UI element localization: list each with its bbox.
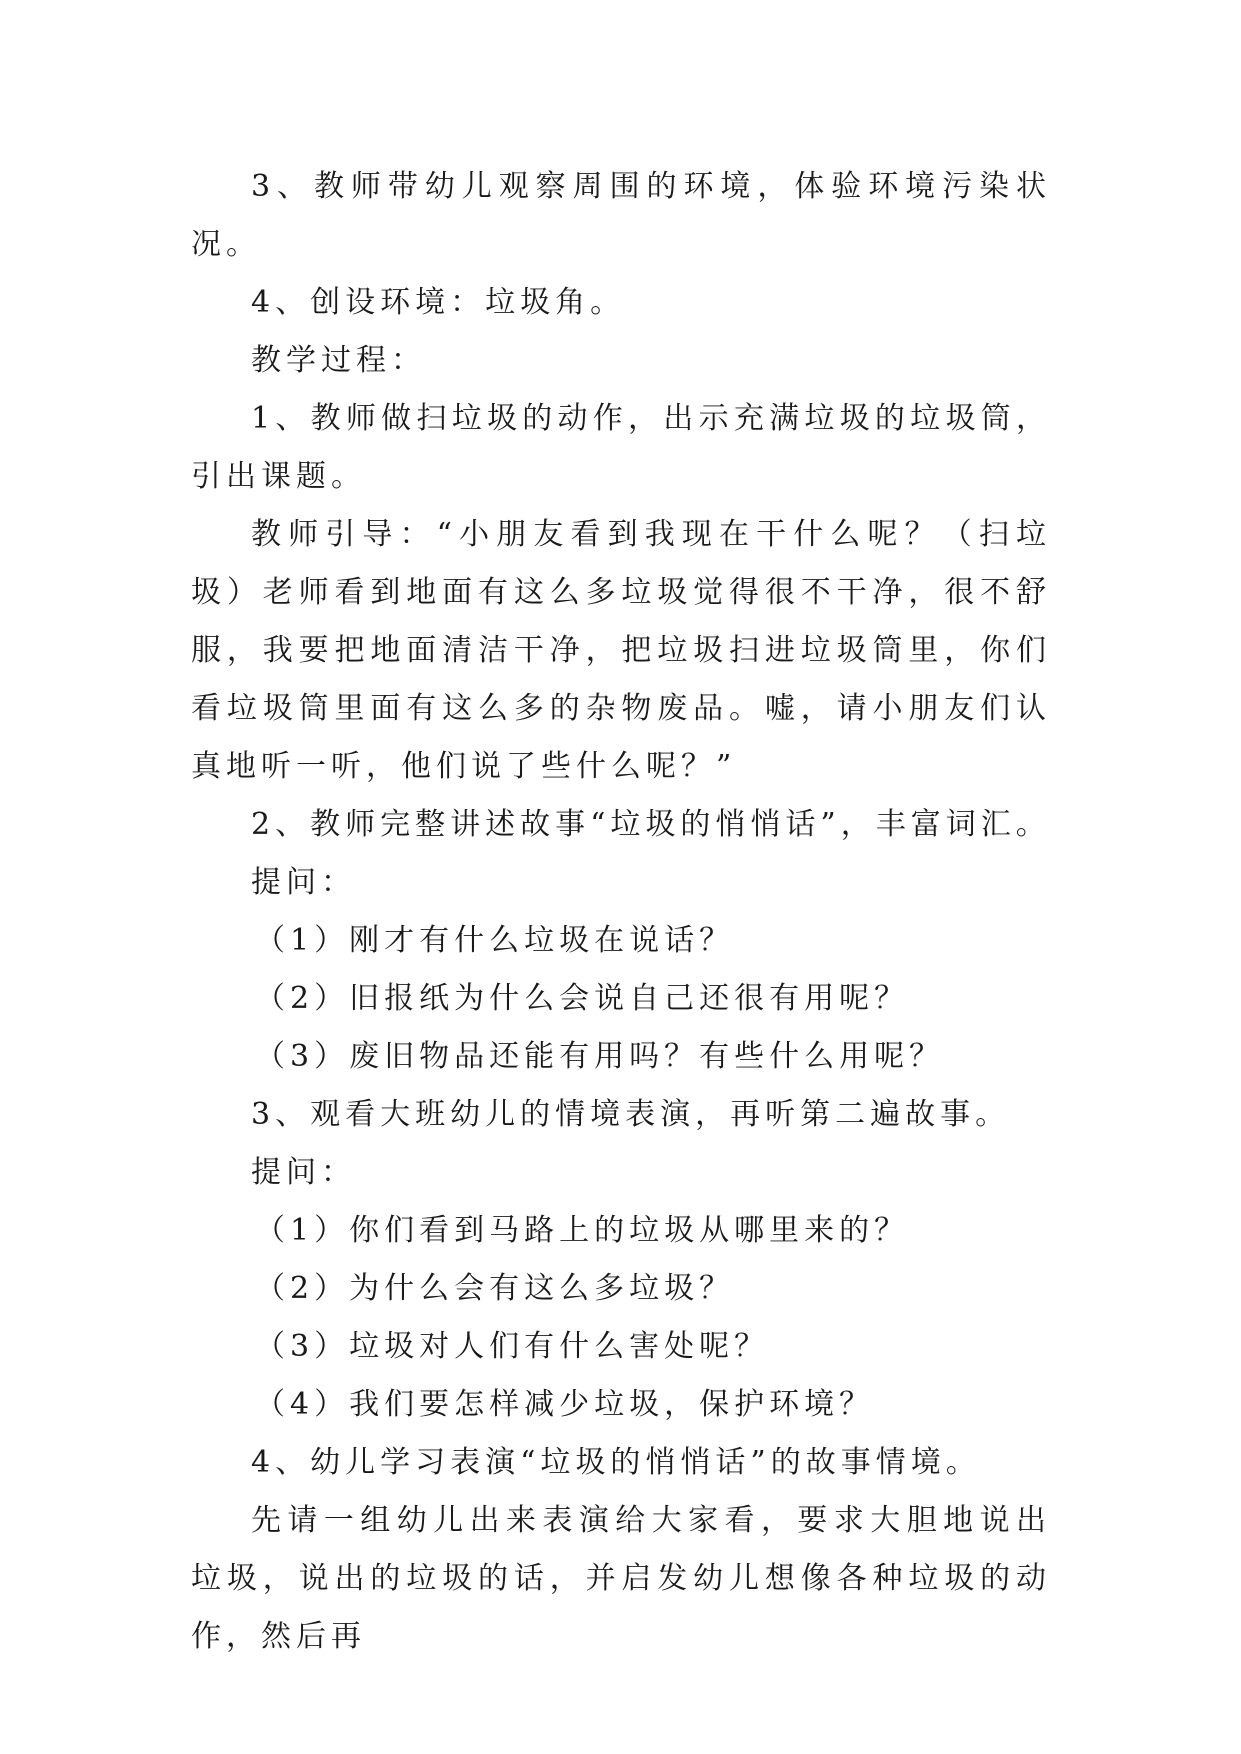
paragraph: 2、教师完整讲述故事“垃圾的悄悄话”，丰富词汇。 xyxy=(251,807,1051,842)
paragraph: 教师引导：“小朋友看到我现在干什么呢？（扫垃圾）老师看到地面有这么多垃圾觉得很不干净，很不舒服，我要把地面清洁干净，把垃圾扫进垃圾筒里，你们看垃圾筒里面有这么多的杂物废品。嘘，请小朋友们认真地听一听，他们说了些什么呢？” xyxy=(191,517,1051,784)
paragraph: 1、教师做扫垃圾的动作，出示充满垃圾的垃圾筒，引出课题。 xyxy=(191,401,1051,494)
section-heading: 教学过程： xyxy=(251,343,426,378)
document-body xyxy=(191,158,1051,1666)
question-item: （2）为什么会有这么多垃圾？ xyxy=(255,1271,735,1306)
paragraph: 先请一组幼儿出来表演给大家看，要求大胆地说出垃圾，说出的垃圾的话，并启发幼儿想像各种垃圾的动作，然后再 xyxy=(191,1503,1051,1654)
question-item: （1）刚才有什么垃圾在说话？ xyxy=(255,923,735,958)
paragraph: 3、观看大班幼儿的情境表演，再听第二遍故事。 xyxy=(251,1097,1011,1132)
question-item: （3）废旧物品还能有用吗？有些什么用呢？ xyxy=(255,1039,945,1074)
question-item: （3）垃圾对人们有什么害处呢？ xyxy=(255,1329,770,1364)
question-item: （4）我们要怎样减少垃圾，保护环境？ xyxy=(255,1387,875,1422)
paragraph: 4、创设环境：垃圾角。 xyxy=(251,285,626,320)
paragraph: 3、教师带幼儿观察周围的环境，体验环境污染状况。 xyxy=(191,169,1051,262)
paragraph: 4、幼儿学习表演“垃圾的悄悄话”的故事情境。 xyxy=(251,1445,981,1480)
question-label: 提问： xyxy=(251,1155,356,1190)
question-label: 提问： xyxy=(251,865,356,900)
question-item: （2）旧报纸为什么会说自己还很有用呢？ xyxy=(255,981,910,1016)
question-item: （1）你们看到马路上的垃圾从哪里来的？ xyxy=(255,1213,910,1248)
